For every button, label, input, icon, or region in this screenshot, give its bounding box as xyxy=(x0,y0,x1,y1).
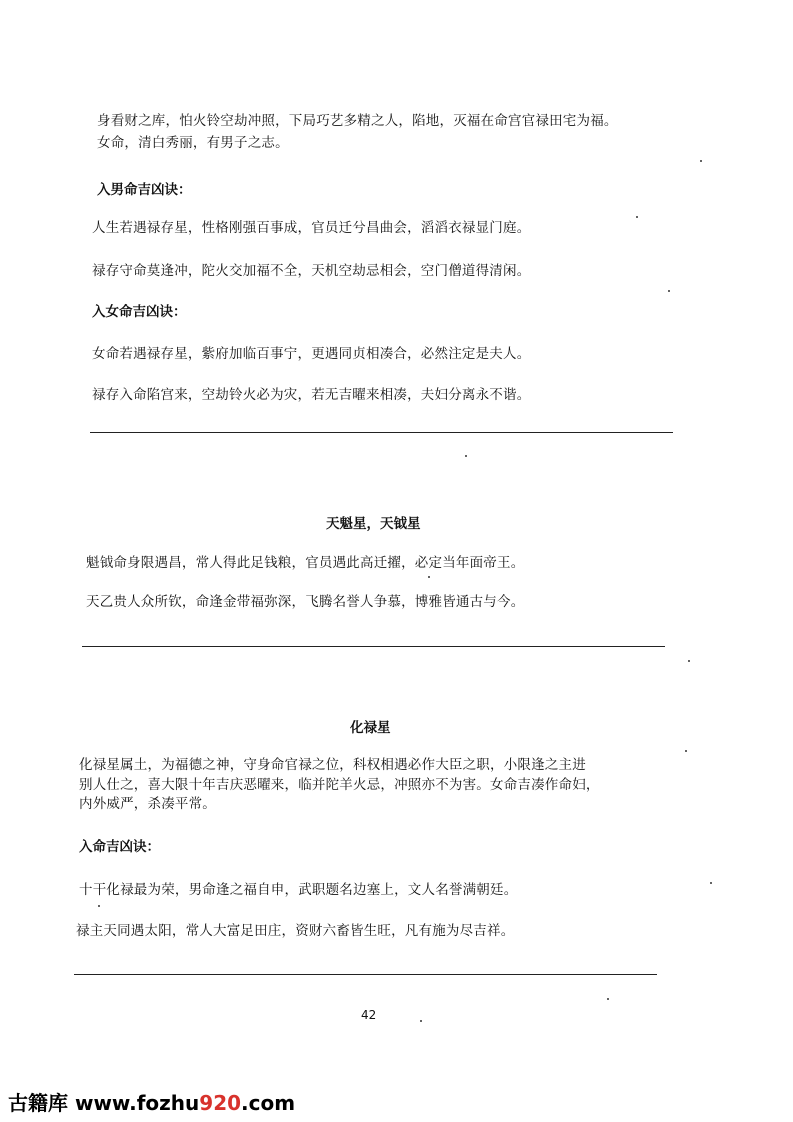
scan-speck xyxy=(428,576,430,578)
scan-speck xyxy=(685,750,687,752)
scan-speck xyxy=(636,216,638,218)
scan-speck xyxy=(98,905,100,907)
scan-speck xyxy=(465,455,467,457)
scan-speck xyxy=(700,160,702,162)
verse-line: 十干化禄最为荣，男命逢之福自申，武职题名边塞上，文人名誉满朝廷。 xyxy=(79,882,518,898)
scan-speck xyxy=(607,998,609,1000)
verse-line: 女命若遇禄存星，紫府加临百事宁，更遇同贞相凑合，必然注定是夫人。 xyxy=(92,346,531,362)
watermark-url-suffix: .com xyxy=(241,1091,296,1115)
female-fortune-heading: 入女命吉凶诀： xyxy=(92,304,187,320)
verse-line: 魁钺命身限遇昌，常人得此足钱粮，官员遇此高迁擢，必定当年面帝王。 xyxy=(86,555,525,571)
section-title-hualu: 化禄星 xyxy=(350,720,391,736)
scan-speck xyxy=(710,882,712,884)
verse-line: 禄主天同遇太阳，常人大富足田庄，资财六畜皆生旺，凡有施为尽吉祥。 xyxy=(76,923,515,939)
section-title-tiankui: 天魁星，天钺星 xyxy=(326,516,421,532)
page-number: 42 xyxy=(361,1008,377,1022)
watermark-url-prefix: www.fozhu xyxy=(74,1091,200,1115)
paragraph-line: 内外威严，杀凑平常。 xyxy=(79,796,216,812)
site-watermark xyxy=(8,1087,295,1116)
male-fortune-heading: 入男命吉凶诀： xyxy=(97,182,192,198)
verse-line: 人生若遇禄存星，性格刚强百事成，官员迁兮昌曲会，滔滔衣禄显门庭。 xyxy=(92,220,531,236)
verse-line: 禄存守命莫逢冲，陀火交加福不全，天机空劫忌相会，空门僧道得清闲。 xyxy=(92,263,531,279)
verse-line: 禄存入命陷宫来，空劫铃火必为灾，若无吉曜来相凑，夫妇分离永不谐。 xyxy=(92,387,531,403)
fortune-heading: 入命吉凶诀： xyxy=(79,839,160,855)
text-line: 女命，清白秀丽，有男子之志。 xyxy=(97,135,289,151)
scan-speck xyxy=(668,290,670,292)
section-divider xyxy=(82,646,665,647)
section-divider xyxy=(90,432,673,433)
scan-speck xyxy=(420,1020,422,1022)
scan-speck xyxy=(688,660,690,662)
paragraph-line: 化禄星属土，为福德之神，守身命官禄之位，科权相遇必作大臣之职，小限逢之主进 xyxy=(79,757,586,773)
paragraph-line: 别人仕之，喜大限十年吉庆恶曜来，临并陀羊火忌，冲照亦不为害。女命吉凑作命妇， xyxy=(79,777,600,793)
watermark-site-name: 古籍库 xyxy=(8,1091,68,1115)
verse-line: 天乙贵人众所钦，命逢金带福弥深，飞腾名誉人争慕，博雅皆通古与今。 xyxy=(86,594,525,610)
section-divider xyxy=(74,974,657,975)
watermark-url-number: 920 xyxy=(199,1091,242,1115)
text-line: 身看财之库，怕火铃空劫冲照，下局巧艺多精之人，陷地，灭福在命宫官禄田宅为福。 xyxy=(97,113,618,129)
